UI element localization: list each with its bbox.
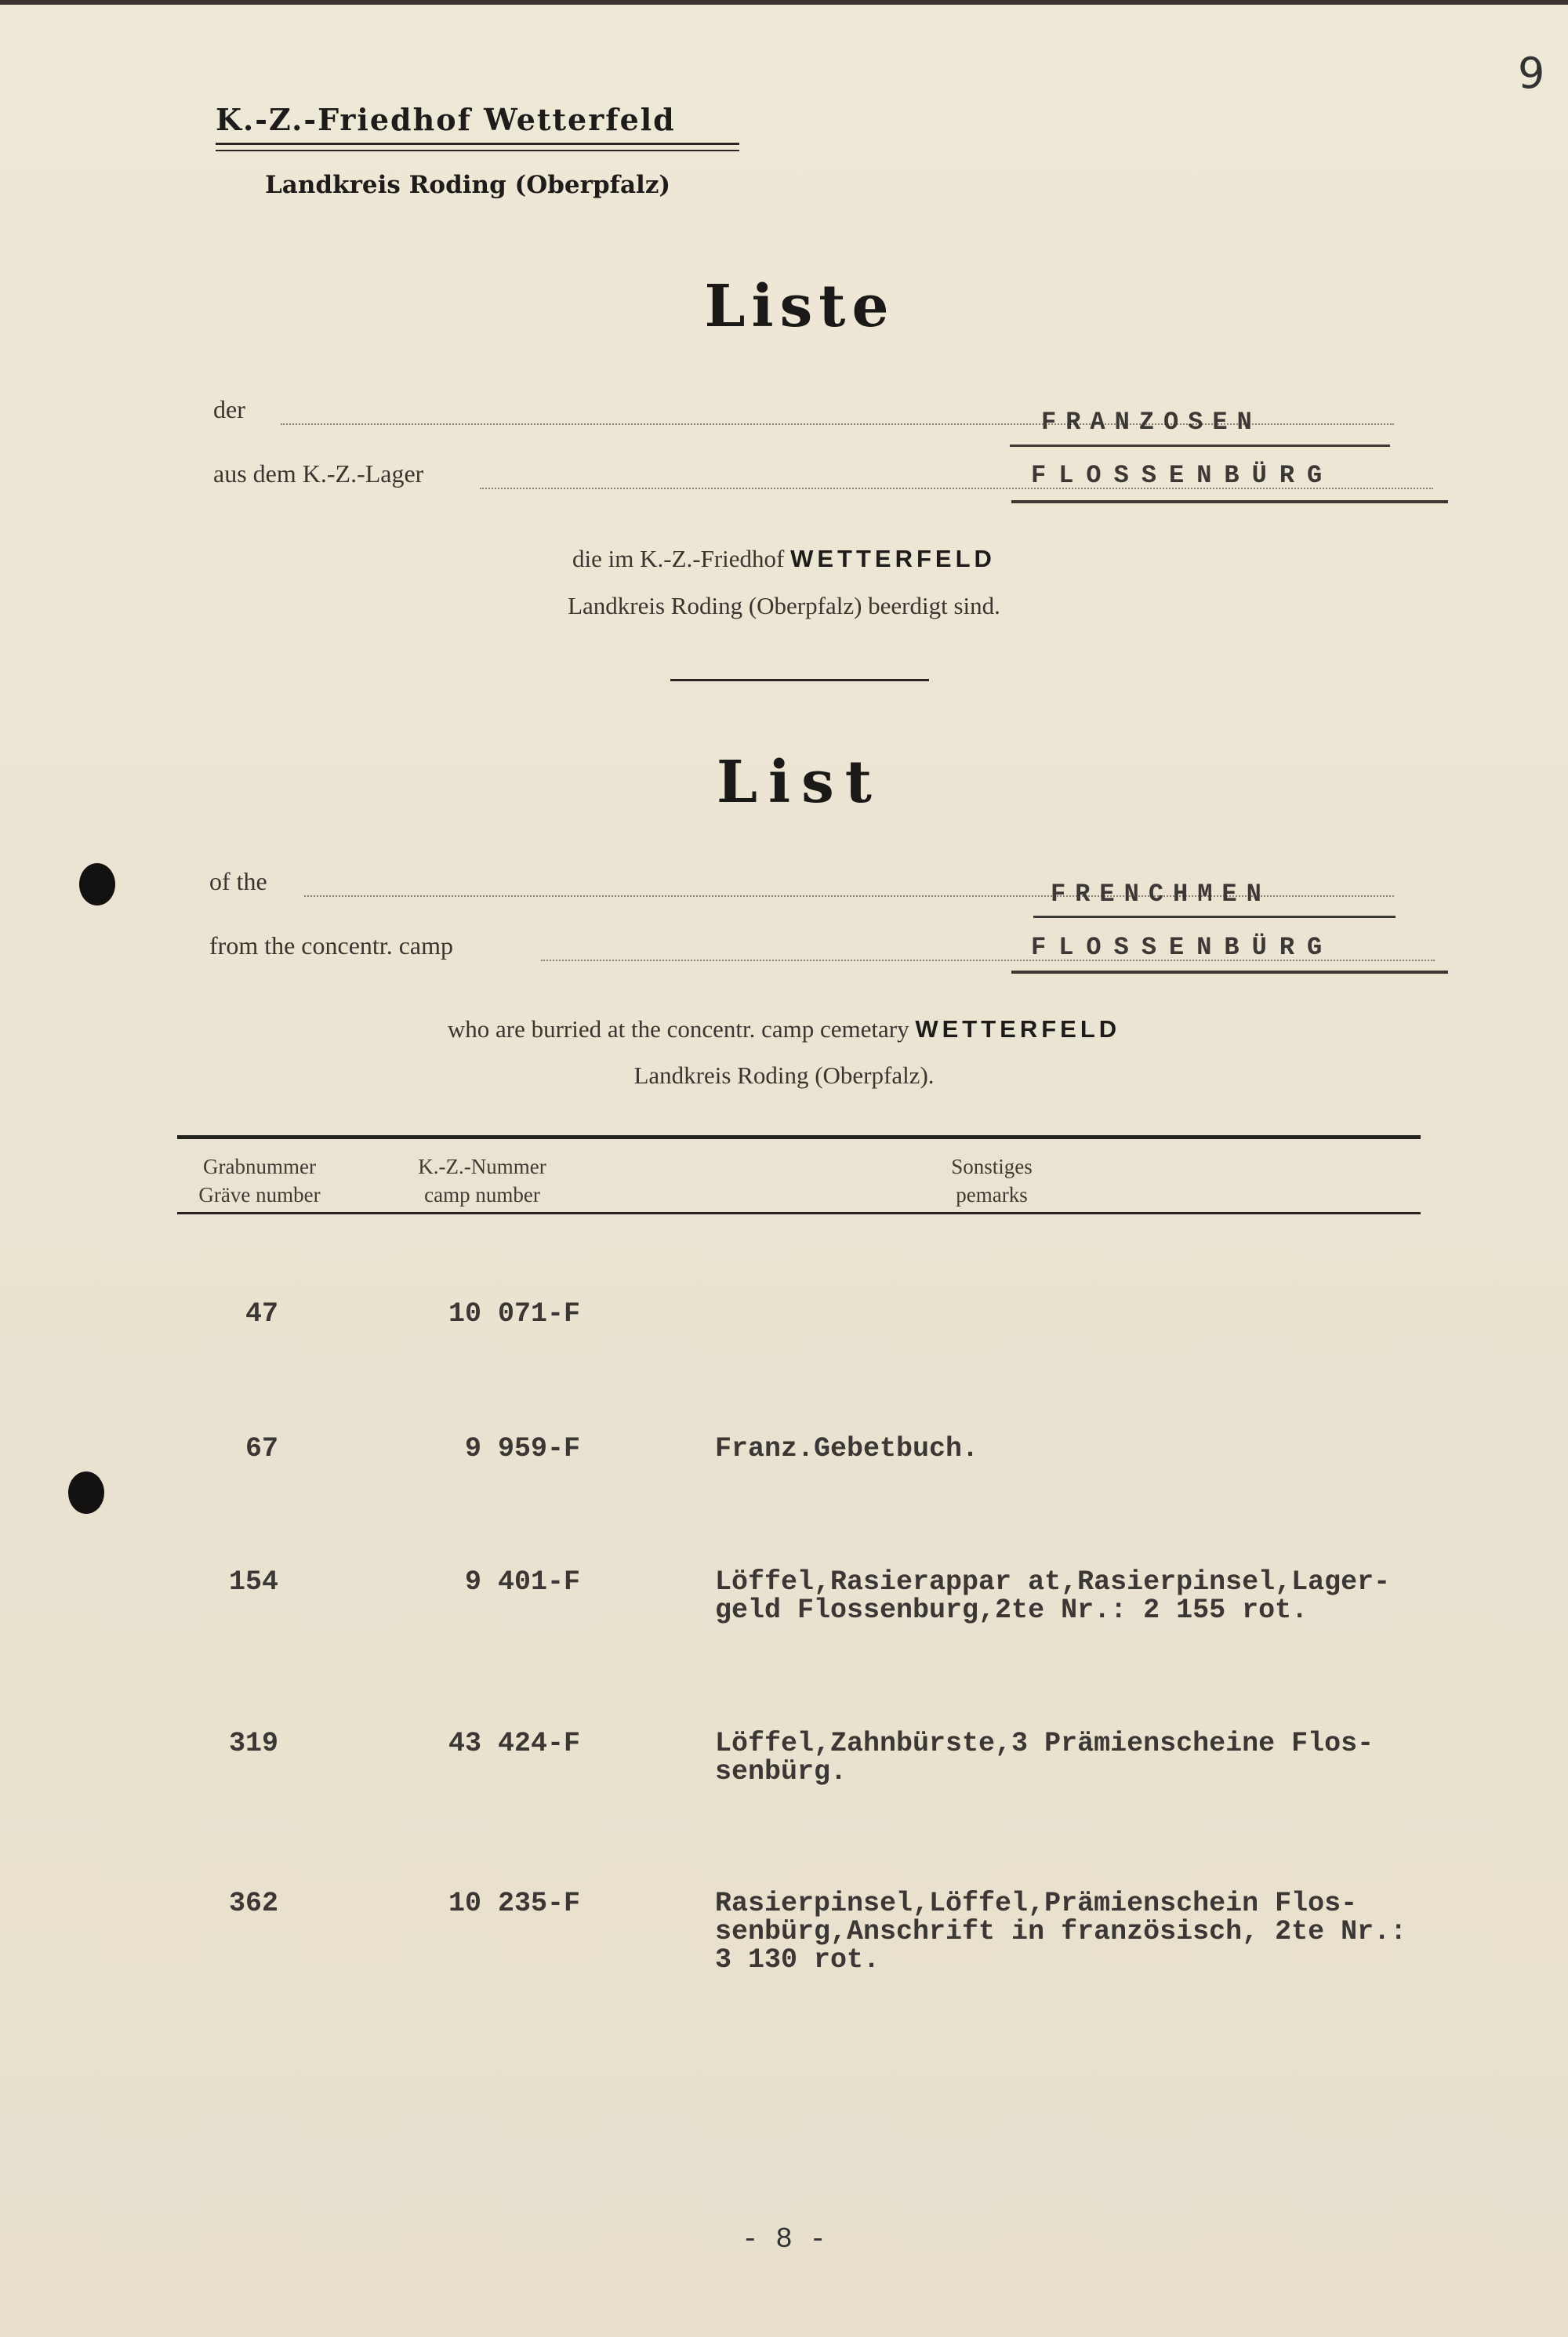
scan-edge — [0, 0, 1568, 5]
punch-hole-top — [79, 863, 115, 905]
camp-number-cell: 9 401-F — [464, 1566, 580, 1598]
remarks-cell: Löffel,Rasierappar at,Rasierpinsel,Lager- geld Flossenburg,2te Nr.: 2 155 rot. — [715, 1566, 1391, 1626]
camp-number-cell: 43 424-F — [448, 1728, 580, 1759]
camp-label: from the concentr. camp — [209, 931, 453, 960]
header-rule — [216, 143, 739, 145]
lager-de: FLOSSENBÜRG — [1031, 461, 1335, 490]
underline — [1011, 500, 1448, 503]
header-camp-de: K.-Z.-Nummer — [418, 1155, 546, 1178]
grave-number-cell: 47 — [245, 1298, 278, 1330]
header-title: K.-Z.-Friedhof Wetterfeld — [216, 102, 676, 137]
header-grave-de: Grabnummer — [203, 1155, 316, 1178]
grave-number-cell: 67 — [245, 1433, 278, 1464]
header-grave-en: Gräve number — [198, 1183, 321, 1207]
table-header-rule — [177, 1212, 1421, 1214]
header-camp-en: camp number — [424, 1183, 540, 1207]
header-camp-number — [392, 1152, 572, 1209]
underline — [1033, 916, 1396, 918]
english-line-2: Landkreis Roding (Oberpfalz). — [633, 1061, 935, 1089]
german-heading: Liste — [704, 273, 895, 340]
camp-number-cell: 10 071-F — [448, 1298, 580, 1330]
underline — [1011, 971, 1448, 974]
nationality-en: FRENCHMEN — [1051, 880, 1271, 909]
header-remarks-de: Sonstiges — [951, 1155, 1033, 1178]
section-separator — [670, 679, 929, 681]
der-label: der — [213, 395, 245, 423]
camp-number-cell: 10 235-F — [448, 1888, 580, 1919]
remarks-cell: Franz.Gebetbuch. — [715, 1433, 979, 1464]
english-heading: List — [717, 749, 883, 816]
page-number-corner: 9 — [1518, 49, 1545, 98]
nationality-de: FRANZOSEN — [1041, 408, 1261, 437]
lager-label: aus dem K.-Z.-Lager — [213, 459, 424, 488]
punch-hole-bottom — [68, 1472, 104, 1514]
header-rule-2 — [216, 150, 739, 151]
remarks-cell: Löffel,Zahnbürste,3 Prämienscheine Flos- senbürg. — [715, 1728, 1374, 1787]
underline — [1010, 445, 1390, 447]
german-line-2: Landkreis Roding (Oberpfalz) beerdigt sind. — [568, 592, 1000, 619]
header-remarks — [886, 1152, 1098, 1209]
grave-number-cell: 362 — [228, 1888, 278, 1919]
of-label: of the — [209, 867, 267, 895]
page-footer-number: - 8 - — [741, 2223, 827, 2255]
german-line-1: die im K.-Z.-Friedhof WETTERFELD — [572, 545, 996, 572]
table-top-rule — [177, 1135, 1421, 1139]
camp-number-cell: 9 959-F — [464, 1433, 580, 1464]
remarks-cell: Rasierpinsel,Löffel,Prämienschein Flos- senbürg,Anschrift in französisch, 2te Nr.: 3 130 rot. — [715, 1888, 1407, 1976]
header-subtitle: Landkreis Roding (Oberpfalz) — [265, 171, 671, 199]
grave-number-cell: 319 — [228, 1728, 278, 1759]
header-grave-number — [177, 1152, 342, 1209]
camp-en: FLOSSENBÜRG — [1031, 933, 1335, 962]
grave-number-cell: 154 — [228, 1566, 278, 1598]
english-line-1: who are burried at the concentr. camp cemetary WETTERFELD — [447, 1015, 1121, 1043]
header-remarks-en: pemarks — [956, 1183, 1028, 1207]
